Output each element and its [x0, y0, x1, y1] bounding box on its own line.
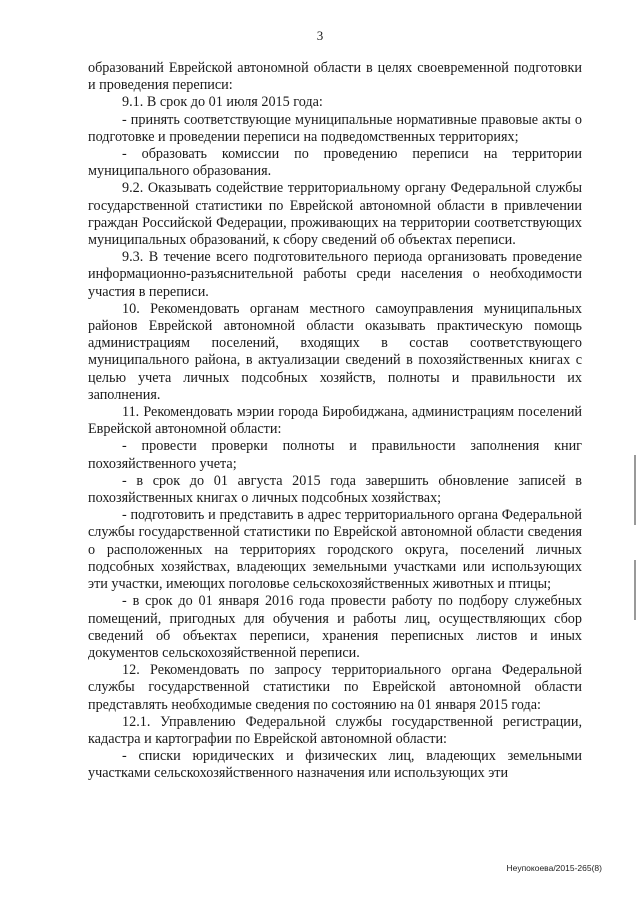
paragraph: - в срок до 01 января 2016 года провести работу по подбору служебных помещений, пригодных для обучения и работы лиц, осуществляющих сбор сведений об объектах переписи, хранения переписных листов и иных документов сельскохозяйственной переписи.: [88, 593, 582, 661]
paragraph: - подготовить и представить в адрес территориального органа Федеральной службы государственной статистики по Еврейской автономной области сведения о расположенных на территориях городского округа, поселений личных подсобных хозяйствах, владеющих земельными участками или использующих эти участки, имеющих поголовье сельскохозяйственных животных и птицы;: [88, 507, 582, 593]
paragraph: 9.1. В срок до 01 июля 2015 года:: [122, 94, 323, 111]
page-number: 3: [316, 28, 324, 43]
paragraph: - списки юридических и физических лиц, владеющих земельными участками сельскохозяйственного назначения или использующих эти: [88, 748, 582, 782]
document-code: Неупокоева/2015-265(8): [506, 863, 602, 873]
paragraph: - образовать комиссии по проведению переписи на территории муниципального образования.: [88, 146, 582, 180]
paragraph: 9.2. Оказывать содействие территориальному органу Федеральной службы государственной статистики по Еврейской автономной области в привлечении граждан Российской Федерации, проживающих на территории соответствующих муниципальных образований, к сбору сведений об объектах переписи.: [88, 180, 582, 249]
paragraph: - принять соответствующие муниципальные нормативные правовые акты о подготовке и проведении переписи на подведомственных территориях;: [88, 111, 582, 145]
paragraph: - провести проверки полноты и правильности заполнения книг похозяйственного учета;: [88, 438, 582, 472]
document-body: [88, 60, 582, 783]
paragraph: 9.3. В течение всего подготовительного периода организовать проведение информационно-разъяснительной работы среди населения о необходимости участия в переписи.: [88, 249, 582, 300]
paragraph: 10. Рекомендовать органам местного самоуправления муниципальных районов Еврейской автономной области оказывать практическую помощь администрациям поселений, входящих в состав соответствующего муниципального района, в актуализации сведений в похозяйственных книгах с целью учета личных подсобных хозяйств, полноты и правильности их заполнения.: [88, 300, 582, 403]
scan-edge-mark: [634, 560, 636, 620]
paragraph: 12.1. Управлению Федеральной службы государственной регистрации, кадастра и картографии по Еврейской автономной области:: [88, 713, 582, 747]
paragraph: образований Еврейской автономной области в целях своевременной подготовки и проведения переписи:: [88, 60, 582, 94]
paragraph: 11. Рекомендовать мэрии города Биробиджана, администрациям поселений Еврейской автономной области:: [88, 404, 582, 438]
paragraph: - в срок до 01 августа 2015 года завершить обновление записей в похозяйственных книгах о личных подсобных хозяйствах;: [88, 472, 582, 507]
scan-edge-mark: [634, 455, 636, 525]
paragraph: 12. Рекомендовать по запросу территориального органа Федеральной службы государственной статистики по Еврейской автономной области представлять необходимые сведения по состоянию на 01 января 2015 года:: [88, 662, 582, 713]
